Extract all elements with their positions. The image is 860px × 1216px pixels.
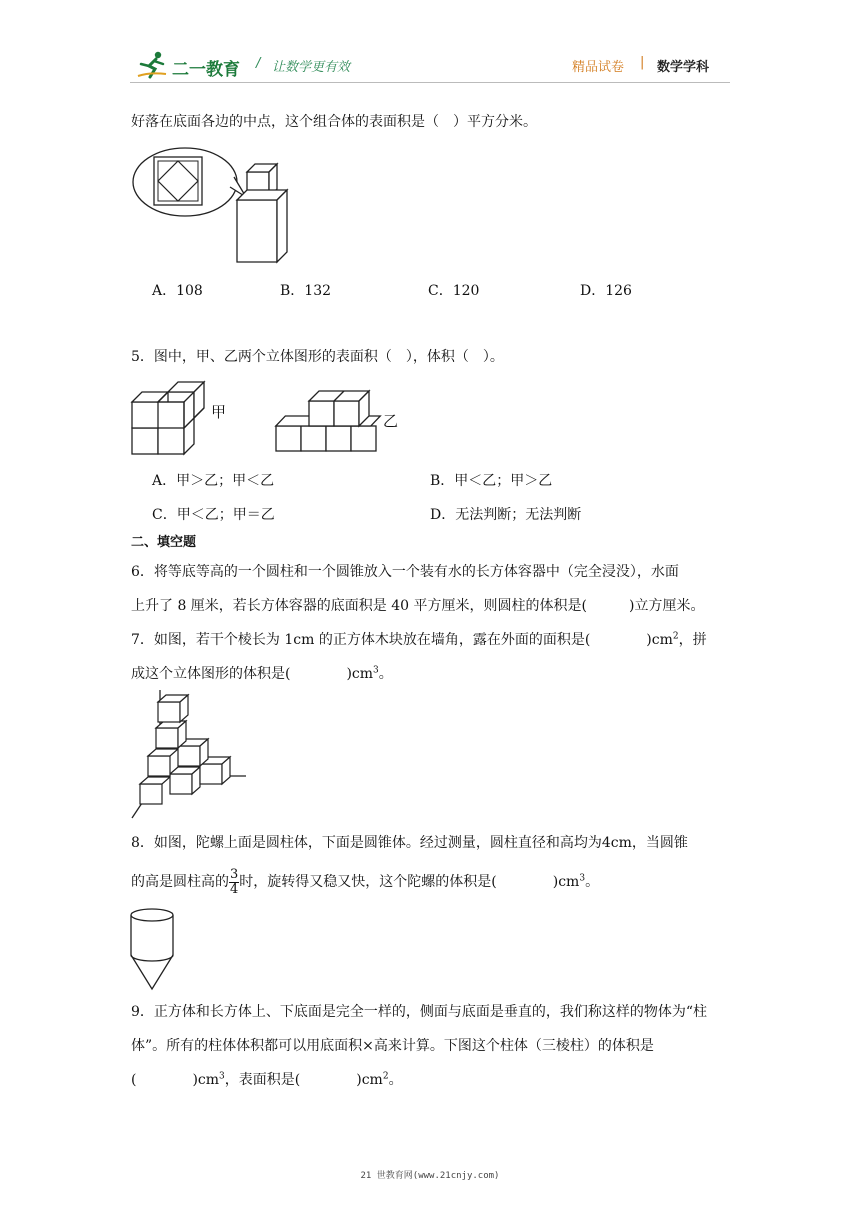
- q5-figure-jia: [128, 380, 208, 460]
- q4-text: 好落在底面各边的中点，这个组合体的表面积是（ ）平方分米。: [131, 114, 537, 130]
- q5-label-yi: 乙: [383, 412, 399, 430]
- q5-stem: 5．图中，甲、乙两个立体图形的表面积（ ），体积（ ）。: [131, 349, 504, 365]
- logo-text: 二一教育: [172, 60, 240, 80]
- q4-option-b[interactable]: B．132: [280, 283, 332, 299]
- header-divider: |: [640, 55, 645, 70]
- q7-line2-end: 。: [378, 666, 393, 682]
- header-subject: 数学学科: [657, 60, 710, 75]
- slogan-separator: /: [256, 56, 261, 71]
- runner-logo-icon: [136, 50, 170, 80]
- q9-line2: 体”。所有的柱体体积都可以用底面积×高来计算。下图这个柱体（三棱柱）的体积是: [131, 1038, 654, 1054]
- q8-line2-end: 。: [585, 874, 600, 890]
- q4-option-a[interactable]: A．108: [152, 283, 203, 299]
- q8-unit-sup: 3: [579, 873, 586, 884]
- q8-fraction: [229, 868, 239, 897]
- q7-figure-staircase-cubes: [128, 688, 253, 820]
- section-title-fill-in: 二、填空题: [131, 535, 197, 550]
- q7-line1-end: ，拼: [678, 632, 707, 648]
- q9-line3-end: 。: [388, 1072, 403, 1088]
- q5-option-b[interactable]: B．甲＜乙；甲＞乙: [430, 473, 553, 489]
- q5-figure-yi: [272, 382, 382, 454]
- q9-line3-sup2: 2: [382, 1071, 389, 1082]
- q8-line2-text: 的高是圆柱高的: [131, 874, 229, 890]
- q5-label-jia: 甲: [211, 403, 227, 421]
- q5-option-d[interactable]: D．无法判断；无法判断: [430, 507, 582, 523]
- q4-option-c[interactable]: C．120: [428, 283, 480, 299]
- header-badge: 精品试卷: [572, 60, 625, 75]
- q8-figure-spinning-top: [128, 905, 176, 993]
- page-header: [0, 0, 860, 90]
- q8-unit: cm: [558, 874, 580, 890]
- q9-line3-text: ( )cm: [131, 1072, 220, 1088]
- q4-figure: [130, 145, 300, 270]
- q9-line3-sup1: 3: [219, 1071, 225, 1082]
- q9-line1: 9．正方体和长方体上、下底面是完全一样的，侧面与底面是垂直的，我们称这样的物体为“柱: [131, 1004, 708, 1020]
- q9-line3-mid: ，表面积是( )cm: [224, 1072, 383, 1088]
- page-footer: 21 世教育网(www.21cnjy.com): [360, 1171, 500, 1181]
- header-rule: [130, 82, 730, 83]
- q8-fraction-numerator: 3: [230, 866, 239, 882]
- q7-line2: [131, 664, 393, 684]
- q7-line2-text: 成这个立体图形的体积是( )cm: [131, 666, 374, 682]
- q9-line3: [131, 1070, 403, 1090]
- q7-line1-sup: 2: [672, 631, 679, 642]
- q5-option-c[interactable]: C．甲＜乙；甲＝乙: [152, 507, 275, 523]
- slogan: 让数学更有效: [272, 60, 351, 75]
- q7-line2-sup: 3: [373, 665, 379, 676]
- q8-line2: [131, 866, 599, 898]
- q5-option-a[interactable]: A．甲＞乙；甲＜乙: [152, 473, 275, 489]
- q8-fraction-denominator: 4: [230, 881, 239, 897]
- q7-line1-text: 7．如图，若干个棱长为 1cm 的正方体木块放在墙角，露在外面的面积是( )cm: [131, 632, 673, 648]
- q8-line2-mid: 时，旋转得又稳又快，这个陀螺的体积是( ): [239, 874, 559, 890]
- q6-line2: 上升了 8 厘米，若长方体容器的底面积是 40 平方厘米，则圆柱的体积是( )立方厘米。: [131, 598, 705, 614]
- q6-line1: 6．将等底等高的一个圆柱和一个圆锥放入一个装有水的长方体容器中（完全浸没），水面: [131, 564, 679, 580]
- q4-option-d[interactable]: D．126: [580, 283, 632, 299]
- q7-line1: [131, 630, 707, 650]
- q8-line1: 8．如图，陀螺上面是圆柱体，下面是圆锥体。经过测量，圆柱直径和高均为4cm，当圆锥: [131, 835, 688, 851]
